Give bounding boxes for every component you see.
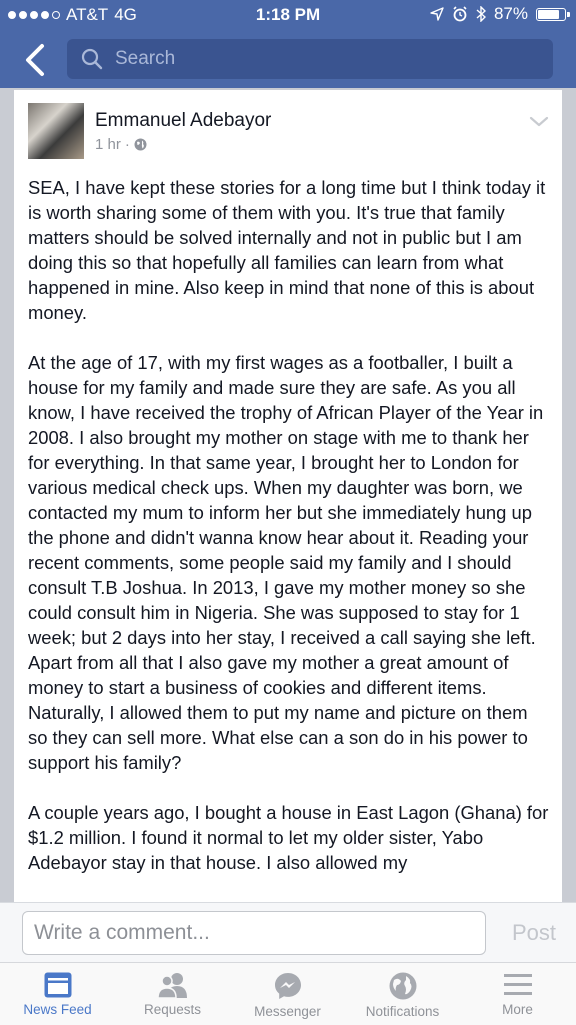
alarm-icon: [452, 6, 468, 22]
search-bar[interactable]: [67, 39, 553, 79]
post-meta: [95, 136, 147, 153]
battery-icon: [536, 8, 566, 21]
top-bar: [0, 0, 576, 88]
carrier-name: AT&T: [66, 5, 109, 24]
chevron-left-icon: [18, 42, 54, 78]
back-button[interactable]: [18, 42, 54, 78]
tab-messenger[interactable]: [230, 963, 345, 1025]
messenger-icon: [273, 971, 303, 1001]
post-text: [28, 175, 550, 900]
signal-strength-icon: [8, 11, 60, 19]
status-bar: [0, 0, 576, 30]
post-author[interactable]: Emmanuel Adebayor: [95, 110, 272, 131]
tab-more[interactable]: [460, 963, 575, 1025]
post-card: [14, 90, 562, 902]
comment-bar: [0, 902, 576, 963]
status-time: 1:18 PM: [255, 5, 321, 24]
tab-requests[interactable]: [115, 963, 230, 1025]
search-input[interactable]: [113, 47, 537, 71]
tab-bar: [0, 962, 576, 1025]
post-paragraph: SEA, I have kept these stories for a long time but I think today it is worth sharing some of them with you. It's true that family matters should be solved internally and not in public but I am doing this so that hopefully all families can learn from what happened in mine. Also keep in mind that none of this is about money.: [28, 177, 546, 323]
battery-percent: 87%: [493, 4, 528, 23]
tab-label: News Feed: [23, 1002, 92, 1017]
post-comment-button[interactable]: Post: [511, 920, 556, 945]
friend-requests-icon: [156, 971, 190, 999]
chevron-down-icon: [528, 110, 550, 132]
post-options-button[interactable]: [528, 110, 550, 132]
menu-icon: [503, 971, 533, 999]
meta-separator: ·: [124, 136, 130, 153]
search-icon: [81, 48, 103, 70]
globe-icon: [134, 138, 147, 151]
post-time[interactable]: 1 hr: [95, 136, 121, 153]
post-paragraph: A couple years ago, I bought a house in East Lagon (Ghana) for $1.2 million. I found it normal to let my older sister, Yabo Adebayor stay in that house. I also allowed my: [28, 802, 549, 873]
globe-icon: [388, 971, 418, 1001]
tab-label: More: [502, 1002, 533, 1017]
tab-label: Requests: [143, 1002, 202, 1017]
carrier-info: [8, 5, 137, 25]
tab-label: Messenger: [254, 1004, 321, 1019]
location-arrow-icon: [430, 7, 444, 21]
bluetooth-icon: [476, 6, 486, 22]
network-type: 4G: [114, 5, 137, 24]
news-feed-icon: [43, 971, 73, 999]
tab-label: Notifications: [365, 1004, 440, 1019]
avatar[interactable]: [28, 103, 84, 159]
comment-input[interactable]: [22, 911, 486, 955]
tab-news-feed[interactable]: [0, 963, 115, 1025]
post-paragraph: At the age of 17, with my first wages as a footballer, I built a house for my family and made sure they are safe. As you all know, I have received the trophy of African Player of the Year in 2008. I also brought my mother on stage with me to thank her for everything. In that same year, I brought her to London for various medical check ups. When my daughter was born, we contacted my mum to inform her but she immediately hung up the phone and didn't wanna know hear about it. Reading your recent comments, some people said my family and I should consult T.B Joshua. In 2013, I gave my mother money so she could consult him in Nigeria. She was supposed to stay for 1 week; but 2 days into her stay, I received a call saying she left. Apart from all that I also gave my mother a great amount of money to start a business of cookies and different items. Naturally, I allowed them to put my name and picture on them so they can sell more. What else can a son do in his power to support his family?: [28, 352, 544, 773]
tab-notifications[interactable]: [345, 963, 460, 1025]
status-indicators: [430, 4, 566, 24]
